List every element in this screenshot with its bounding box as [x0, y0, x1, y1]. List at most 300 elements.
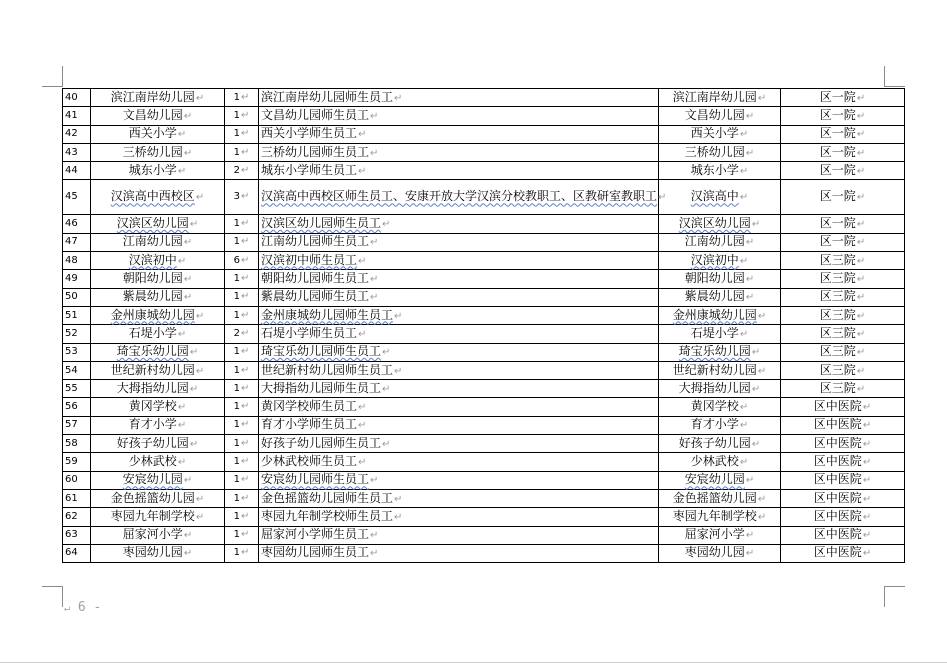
hospital-cell	[781, 544, 905, 562]
table-row	[63, 453, 905, 471]
cell-end-mark-icon: ↵	[745, 292, 755, 304]
cell-end-mark-icon: ↵	[757, 92, 767, 104]
staff-group-cell-text: 滨江南岸幼儿园师生员工	[261, 89, 394, 104]
school-name-cell	[91, 288, 225, 306]
point-count-cell-text: 1	[233, 128, 240, 140]
cell-end-mark-icon: ↵	[358, 255, 367, 267]
cell-end-mark-icon: ↵	[240, 346, 250, 358]
page-number-footer	[64, 600, 101, 615]
staff-group-cell-text: 琦宝乐幼儿园师生员工	[261, 344, 382, 359]
school-name-cell	[91, 125, 225, 143]
cell-end-mark-icon: ↵	[745, 475, 755, 487]
staff-group-cell	[259, 343, 659, 361]
hospital-cell	[781, 107, 905, 125]
sampling-site-cell	[659, 89, 781, 107]
point-count-cell	[225, 526, 259, 544]
cell-end-mark-icon: ↵	[394, 493, 403, 505]
point-count-cell	[225, 471, 259, 489]
row-number-cell	[63, 435, 91, 453]
sampling-site-cell	[659, 325, 781, 343]
point-count-cell-text: 1	[233, 364, 240, 376]
school-name-cell	[91, 162, 225, 180]
page-number: 6 -	[77, 600, 102, 615]
school-name-cell-text: 枣园九年制学校	[110, 508, 195, 523]
point-count-cell	[225, 215, 259, 233]
staff-group-cell-text: 少林武校师生员工	[261, 453, 358, 468]
sampling-site-cell	[659, 143, 781, 161]
hospital-cell	[781, 489, 905, 507]
cell-end-mark-icon: ↵	[739, 129, 749, 141]
cell-end-mark-icon: ↵	[745, 530, 755, 542]
row-number-cell	[63, 380, 91, 398]
staff-group-cell	[259, 107, 659, 125]
cell-end-mark-icon: ↵	[382, 347, 391, 359]
row-number-cell-text: 61	[65, 492, 78, 504]
point-count-cell-text: 1	[233, 529, 240, 541]
cell-end-mark-icon: ↵	[745, 110, 755, 122]
staff-group-cell-text: 紫晨幼儿园师生员工	[261, 289, 370, 304]
school-name-cell	[91, 471, 225, 489]
hospital-cell	[781, 125, 905, 143]
staff-group-cell	[259, 180, 667, 215]
school-name-cell-text: 育才小学	[128, 417, 177, 432]
cell-end-mark-icon: ↵	[370, 530, 379, 542]
sampling-site-cell	[659, 526, 781, 544]
table-row	[63, 252, 905, 270]
school-name-cell	[91, 89, 225, 107]
row-number-cell-text: 49	[65, 273, 78, 285]
point-count-cell	[225, 270, 259, 288]
staff-group-cell-text: 西关小学师生员工	[261, 126, 358, 141]
cell-end-mark-icon: ↵	[862, 402, 872, 414]
cell-end-mark-icon: ↵	[358, 456, 367, 468]
cell-end-mark-icon: ↵	[189, 383, 199, 395]
cell-end-mark-icon: ↵	[745, 237, 755, 249]
sampling-site-cell	[659, 288, 781, 306]
school-name-cell	[91, 453, 225, 471]
point-count-cell-text: 1	[233, 91, 240, 103]
hospital-cell	[781, 288, 905, 306]
point-count-cell-text: 2	[233, 164, 240, 176]
cell-end-mark-icon: ↵	[183, 110, 193, 122]
school-name-cell-text: 金色摇篮幼儿园	[110, 490, 195, 505]
school-name-cell-text: 枣园幼儿园	[122, 545, 183, 560]
cell-end-mark-icon: ↵	[856, 383, 866, 395]
sampling-site-cell	[659, 398, 781, 416]
hospital-cell	[781, 89, 905, 107]
staff-group-cell	[259, 544, 659, 562]
cell-end-mark-icon: ↵	[382, 438, 391, 450]
hospital-cell-text: 区一院	[819, 216, 856, 231]
cell-end-mark-icon: ↵	[370, 292, 379, 304]
staff-group-cell-text: 枣园幼儿园师生员工	[261, 545, 370, 560]
school-name-cell-text: 大拇指幼儿园	[116, 380, 189, 395]
cell-end-mark-icon: ↵	[856, 192, 866, 204]
hospital-cell	[781, 162, 905, 180]
cell-end-mark-icon: ↵	[739, 328, 749, 340]
sampling-site-cell	[659, 489, 781, 507]
school-name-cell	[91, 544, 225, 562]
row-number-cell	[63, 89, 91, 107]
cell-end-mark-icon: ↵	[177, 165, 187, 177]
cell-end-mark-icon: ↵	[195, 365, 205, 377]
cell-end-mark-icon: ↵	[358, 129, 367, 141]
staff-group-cell-text: 好孩子幼儿园师生员工	[261, 435, 382, 450]
cell-end-mark-icon: ↵	[195, 310, 205, 322]
table-row	[63, 125, 905, 143]
row-number-cell-text: 40	[65, 91, 78, 103]
crop-mark-bottom-left	[42, 586, 63, 607]
cell-end-mark-icon: ↵	[370, 237, 379, 249]
cell-end-mark-icon: ↵	[240, 146, 250, 158]
cell-end-mark-icon: ↵	[862, 493, 872, 505]
hospital-cell-text: 区三院	[819, 252, 856, 267]
cell-end-mark-icon: ↵	[382, 219, 391, 231]
school-name-cell-text: 少林武校	[128, 453, 177, 468]
staff-group-cell-text: 黄冈学校师生员工	[261, 399, 358, 414]
point-count-cell	[225, 361, 259, 379]
cell-end-mark-icon: ↵	[394, 92, 403, 104]
school-name-cell-text: 石堤小学	[128, 325, 177, 340]
school-name-cell	[91, 233, 225, 251]
cell-end-mark-icon: ↵	[394, 511, 403, 523]
staff-group-cell	[259, 306, 659, 324]
cell-end-mark-icon: ↵	[739, 402, 749, 414]
hospital-cell-text: 区中医院	[813, 435, 862, 450]
hospital-cell-text: 区中医院	[813, 545, 862, 560]
paragraph-mark-icon: ↵	[64, 603, 71, 614]
cell-end-mark-icon: ↵	[177, 328, 187, 340]
point-count-cell	[225, 489, 259, 507]
row-number-cell-text: 46	[65, 218, 78, 230]
row-number-cell	[63, 361, 91, 379]
point-count-cell	[225, 288, 259, 306]
row-number-cell-text: 52	[65, 327, 78, 339]
hospital-cell-text: 区三院	[819, 380, 856, 395]
sampling-site-cell	[659, 471, 781, 489]
school-name-cell	[91, 416, 225, 434]
point-count-cell-text: 2	[233, 327, 240, 339]
cell-end-mark-icon: ↵	[862, 475, 872, 487]
hospital-cell-text: 区三院	[819, 325, 856, 340]
cell-end-mark-icon: ↵	[856, 292, 866, 304]
point-count-cell	[225, 233, 259, 251]
hospital-cell	[781, 435, 905, 453]
sampling-site-cell-text: 滨江南岸幼儿园	[672, 89, 757, 104]
hospital-cell-text: 区三院	[819, 271, 856, 286]
point-count-cell-text: 1	[233, 382, 240, 394]
staff-group-cell-text: 文昌幼儿园师生员工	[261, 107, 370, 122]
staff-group-cell-text: 金色摇篮幼儿园师生员工	[261, 490, 394, 505]
cell-end-mark-icon: ↵	[739, 255, 749, 267]
cell-end-mark-icon: ↵	[240, 291, 250, 303]
row-number-cell-text: 51	[65, 309, 78, 321]
table-row	[63, 398, 905, 416]
table-row	[63, 162, 905, 180]
cell-end-mark-icon: ↵	[856, 129, 866, 141]
cell-end-mark-icon: ↵	[382, 383, 391, 395]
school-name-cell-text: 汉滨高中西校区	[110, 189, 195, 204]
cell-end-mark-icon: ↵	[856, 347, 866, 359]
school-name-cell-text: 安宸幼儿园	[122, 472, 183, 487]
cell-end-mark-icon: ↵	[856, 219, 866, 231]
row-number-cell	[63, 233, 91, 251]
sampling-site-cell	[659, 306, 781, 324]
row-number-cell-text: 48	[65, 254, 78, 266]
cell-end-mark-icon: ↵	[862, 530, 872, 542]
hospital-cell-text: 区一院	[819, 162, 856, 177]
staff-group-cell-text: 大拇指幼儿园师生员工	[261, 380, 382, 395]
cell-end-mark-icon: ↵	[240, 91, 250, 103]
cell-end-mark-icon: ↵	[240, 455, 250, 467]
cell-end-mark-icon: ↵	[358, 165, 367, 177]
sampling-site-cell-text: 琦宝乐幼儿园	[678, 344, 751, 359]
table-row	[63, 526, 905, 544]
staff-group-cell	[259, 143, 659, 161]
row-number-cell-text: 47	[65, 236, 78, 248]
table-row	[63, 215, 905, 233]
table-row	[63, 361, 905, 379]
hospital-cell	[781, 526, 905, 544]
hospital-cell	[781, 233, 905, 251]
row-number-cell	[63, 180, 91, 215]
cell-end-mark-icon: ↵	[739, 192, 749, 204]
cell-end-mark-icon: ↵	[394, 365, 403, 377]
point-count-cell	[225, 162, 259, 180]
point-count-cell-text: 1	[233, 309, 240, 321]
sampling-site-cell	[659, 107, 781, 125]
staff-group-cell	[259, 89, 659, 107]
school-name-cell-text: 好孩子幼儿园	[116, 435, 189, 450]
sampling-site-cell	[659, 361, 781, 379]
school-name-cell-text: 滨江南岸幼儿园	[110, 89, 195, 104]
point-count-cell	[225, 89, 259, 107]
cell-end-mark-icon: ↵	[757, 511, 767, 523]
point-count-cell-text: 1	[233, 492, 240, 504]
school-name-cell-text: 朝阳幼儿园	[122, 271, 183, 286]
sampling-site-cell	[659, 435, 781, 453]
school-name-cell	[91, 489, 225, 507]
cell-end-mark-icon: ↵	[240, 492, 250, 504]
sampling-site-cell-text: 石堤小学	[690, 325, 739, 340]
page-bottom-edge	[0, 662, 947, 663]
sampling-site-cell	[659, 125, 781, 143]
cell-end-mark-icon: ↵	[856, 365, 866, 377]
hospital-cell-text: 区一院	[819, 107, 856, 122]
point-count-cell	[225, 380, 259, 398]
row-number-cell-text: 63	[65, 529, 78, 541]
cell-end-mark-icon: ↵	[240, 419, 250, 431]
point-count-cell-text: 1	[233, 109, 240, 121]
hospital-cell-text: 区中医院	[813, 490, 862, 505]
hospital-cell	[781, 252, 905, 270]
staff-group-cell-text: 三桥幼儿园师生员工	[261, 144, 370, 159]
cell-end-mark-icon: ↵	[370, 475, 379, 487]
cell-end-mark-icon: ↵	[183, 147, 193, 159]
row-number-cell	[63, 288, 91, 306]
cell-end-mark-icon: ↵	[183, 475, 193, 487]
cell-end-mark-icon: ↵	[862, 511, 872, 523]
school-name-cell-text: 紫晨幼儿园	[122, 289, 183, 304]
staff-group-cell	[259, 435, 659, 453]
hospital-cell-text: 区三院	[819, 344, 856, 359]
school-name-cell	[91, 325, 225, 343]
cell-end-mark-icon: ↵	[856, 255, 866, 267]
row-number-cell-text: 44	[65, 164, 78, 176]
crop-mark-top-right	[884, 66, 905, 87]
staff-group-cell	[259, 325, 659, 343]
cell-end-mark-icon: ↵	[189, 219, 199, 231]
hospital-cell	[781, 143, 905, 161]
staff-group-cell-text: 汉滨高中西校区师生员工、安康开放大学汉滨分校教职工、区教研室教职工	[261, 189, 658, 204]
staff-group-cell-text: 枣园九年制学校师生员工	[261, 508, 394, 523]
cell-end-mark-icon: ↵	[856, 110, 866, 122]
table-row	[63, 489, 905, 507]
staff-group-cell	[259, 380, 659, 398]
row-number-cell-text: 50	[65, 291, 78, 303]
hospital-cell	[781, 180, 905, 215]
cell-end-mark-icon: ↵	[370, 274, 379, 286]
school-name-cell	[91, 526, 225, 544]
staff-group-cell	[259, 471, 659, 489]
sampling-site-cell-text: 三桥幼儿园	[684, 144, 745, 159]
school-name-cell	[91, 361, 225, 379]
sampling-site-cell	[659, 380, 781, 398]
school-name-cell-text: 世纪新村幼儿园	[110, 362, 195, 377]
table-row	[63, 508, 905, 526]
cell-end-mark-icon: ↵	[177, 402, 187, 414]
cell-end-mark-icon: ↵	[745, 548, 755, 560]
point-count-cell-text: 1	[233, 346, 240, 358]
point-count-cell	[225, 416, 259, 434]
staff-group-cell	[259, 125, 659, 143]
hospital-cell-text: 区一院	[819, 189, 856, 204]
point-count-cell	[225, 252, 259, 270]
hospital-cell-text: 区三院	[819, 289, 856, 304]
point-count-cell-text: 1	[233, 419, 240, 431]
table-row	[63, 325, 905, 343]
school-name-cell	[91, 306, 225, 324]
cell-end-mark-icon: ↵	[739, 420, 749, 432]
cell-end-mark-icon: ↵	[183, 274, 193, 286]
point-count-cell	[225, 343, 259, 361]
staff-group-cell	[259, 233, 659, 251]
hospital-cell	[781, 215, 905, 233]
cell-end-mark-icon: ↵	[370, 147, 379, 159]
point-count-cell	[225, 125, 259, 143]
school-name-cell-text: 汉滨区幼儿园	[116, 216, 189, 231]
hospital-cell	[781, 325, 905, 343]
staff-group-cell-text: 石堤小学师生员工	[261, 325, 358, 340]
row-number-cell	[63, 416, 91, 434]
cell-end-mark-icon: ↵	[358, 402, 367, 414]
table-row	[63, 435, 905, 453]
cell-end-mark-icon: ↵	[240, 327, 250, 339]
school-name-cell-text: 江南幼儿园	[122, 234, 183, 249]
cell-end-mark-icon: ↵	[757, 493, 767, 505]
cell-end-mark-icon: ↵	[183, 548, 193, 560]
hospital-cell-text: 区中医院	[813, 527, 862, 542]
point-count-cell-text: 1	[233, 401, 240, 413]
roster-table	[62, 88, 905, 563]
cell-end-mark-icon: ↵	[856, 310, 866, 322]
cell-end-mark-icon: ↵	[856, 328, 866, 340]
staff-group-cell-text: 朝阳幼儿园师生员工	[261, 271, 370, 286]
point-count-cell	[225, 325, 259, 343]
row-number-cell-text: 43	[65, 146, 78, 158]
cell-end-mark-icon: ↵	[757, 310, 767, 322]
table-row	[63, 544, 905, 562]
row-number-cell	[63, 453, 91, 471]
school-name-cell-text: 汉滨初中	[128, 252, 177, 267]
staff-group-cell-text: 世纪新村幼儿园师生员工	[261, 362, 394, 377]
cell-end-mark-icon: ↵	[195, 92, 205, 104]
sampling-site-cell-text: 城东小学	[690, 162, 739, 177]
cell-end-mark-icon: ↵	[862, 548, 872, 560]
row-number-cell	[63, 270, 91, 288]
hospital-cell-text: 区中医院	[813, 508, 862, 523]
row-number-cell-text: 45	[65, 191, 78, 203]
sampling-site-cell-text: 朝阳幼儿园	[684, 271, 745, 286]
cell-end-mark-icon: ↵	[658, 192, 667, 204]
staff-group-cell-text: 汉滨初中师生员工	[261, 252, 358, 267]
cell-end-mark-icon: ↵	[751, 219, 761, 231]
cell-end-mark-icon: ↵	[739, 456, 749, 468]
school-name-cell-text: 琦宝乐幼儿园	[116, 344, 189, 359]
school-name-cell	[91, 215, 225, 233]
school-name-cell-text: 西关小学	[128, 126, 177, 141]
row-number-cell	[63, 544, 91, 562]
point-count-cell-text: 3	[233, 191, 240, 203]
cell-end-mark-icon: ↵	[195, 511, 205, 523]
staff-group-cell	[259, 361, 659, 379]
staff-group-cell-text: 安宸幼儿园师生员工	[261, 472, 370, 487]
cell-end-mark-icon: ↵	[240, 382, 250, 394]
hospital-cell	[781, 361, 905, 379]
staff-group-cell	[259, 398, 659, 416]
sampling-site-cell-text: 安宸幼儿园	[684, 472, 745, 487]
cell-end-mark-icon: ↵	[240, 437, 250, 449]
staff-group-cell-text: 金州康城幼儿园师生员工	[261, 307, 394, 322]
hospital-cell	[781, 380, 905, 398]
sampling-site-cell	[659, 343, 781, 361]
cell-end-mark-icon: ↵	[862, 438, 872, 450]
cell-end-mark-icon: ↵	[240, 254, 250, 266]
sampling-site-cell-text: 金色摇篮幼儿园	[672, 490, 757, 505]
sampling-site-cell-text: 枣园九年制学校	[672, 508, 757, 523]
row-number-cell-text: 62	[65, 510, 78, 522]
school-name-cell-text: 金州康城幼儿园	[110, 307, 195, 322]
school-name-cell	[91, 143, 225, 161]
cell-end-mark-icon: ↵	[183, 237, 193, 249]
hospital-cell-text: 区三院	[819, 362, 856, 377]
cell-end-mark-icon: ↵	[856, 237, 866, 249]
cell-end-mark-icon: ↵	[240, 547, 250, 559]
cell-end-mark-icon: ↵	[183, 292, 193, 304]
cell-end-mark-icon: ↵	[189, 347, 199, 359]
hospital-cell	[781, 343, 905, 361]
cell-end-mark-icon: ↵	[739, 165, 749, 177]
cell-end-mark-icon: ↵	[370, 548, 379, 560]
cell-end-mark-icon: ↵	[358, 420, 367, 432]
cell-end-mark-icon: ↵	[189, 438, 199, 450]
sampling-site-cell-text: 大拇指幼儿园	[678, 380, 751, 395]
row-number-cell	[63, 107, 91, 125]
hospital-cell	[781, 398, 905, 416]
table-row	[63, 270, 905, 288]
cell-end-mark-icon: ↵	[240, 236, 250, 248]
sampling-site-cell	[659, 416, 781, 434]
